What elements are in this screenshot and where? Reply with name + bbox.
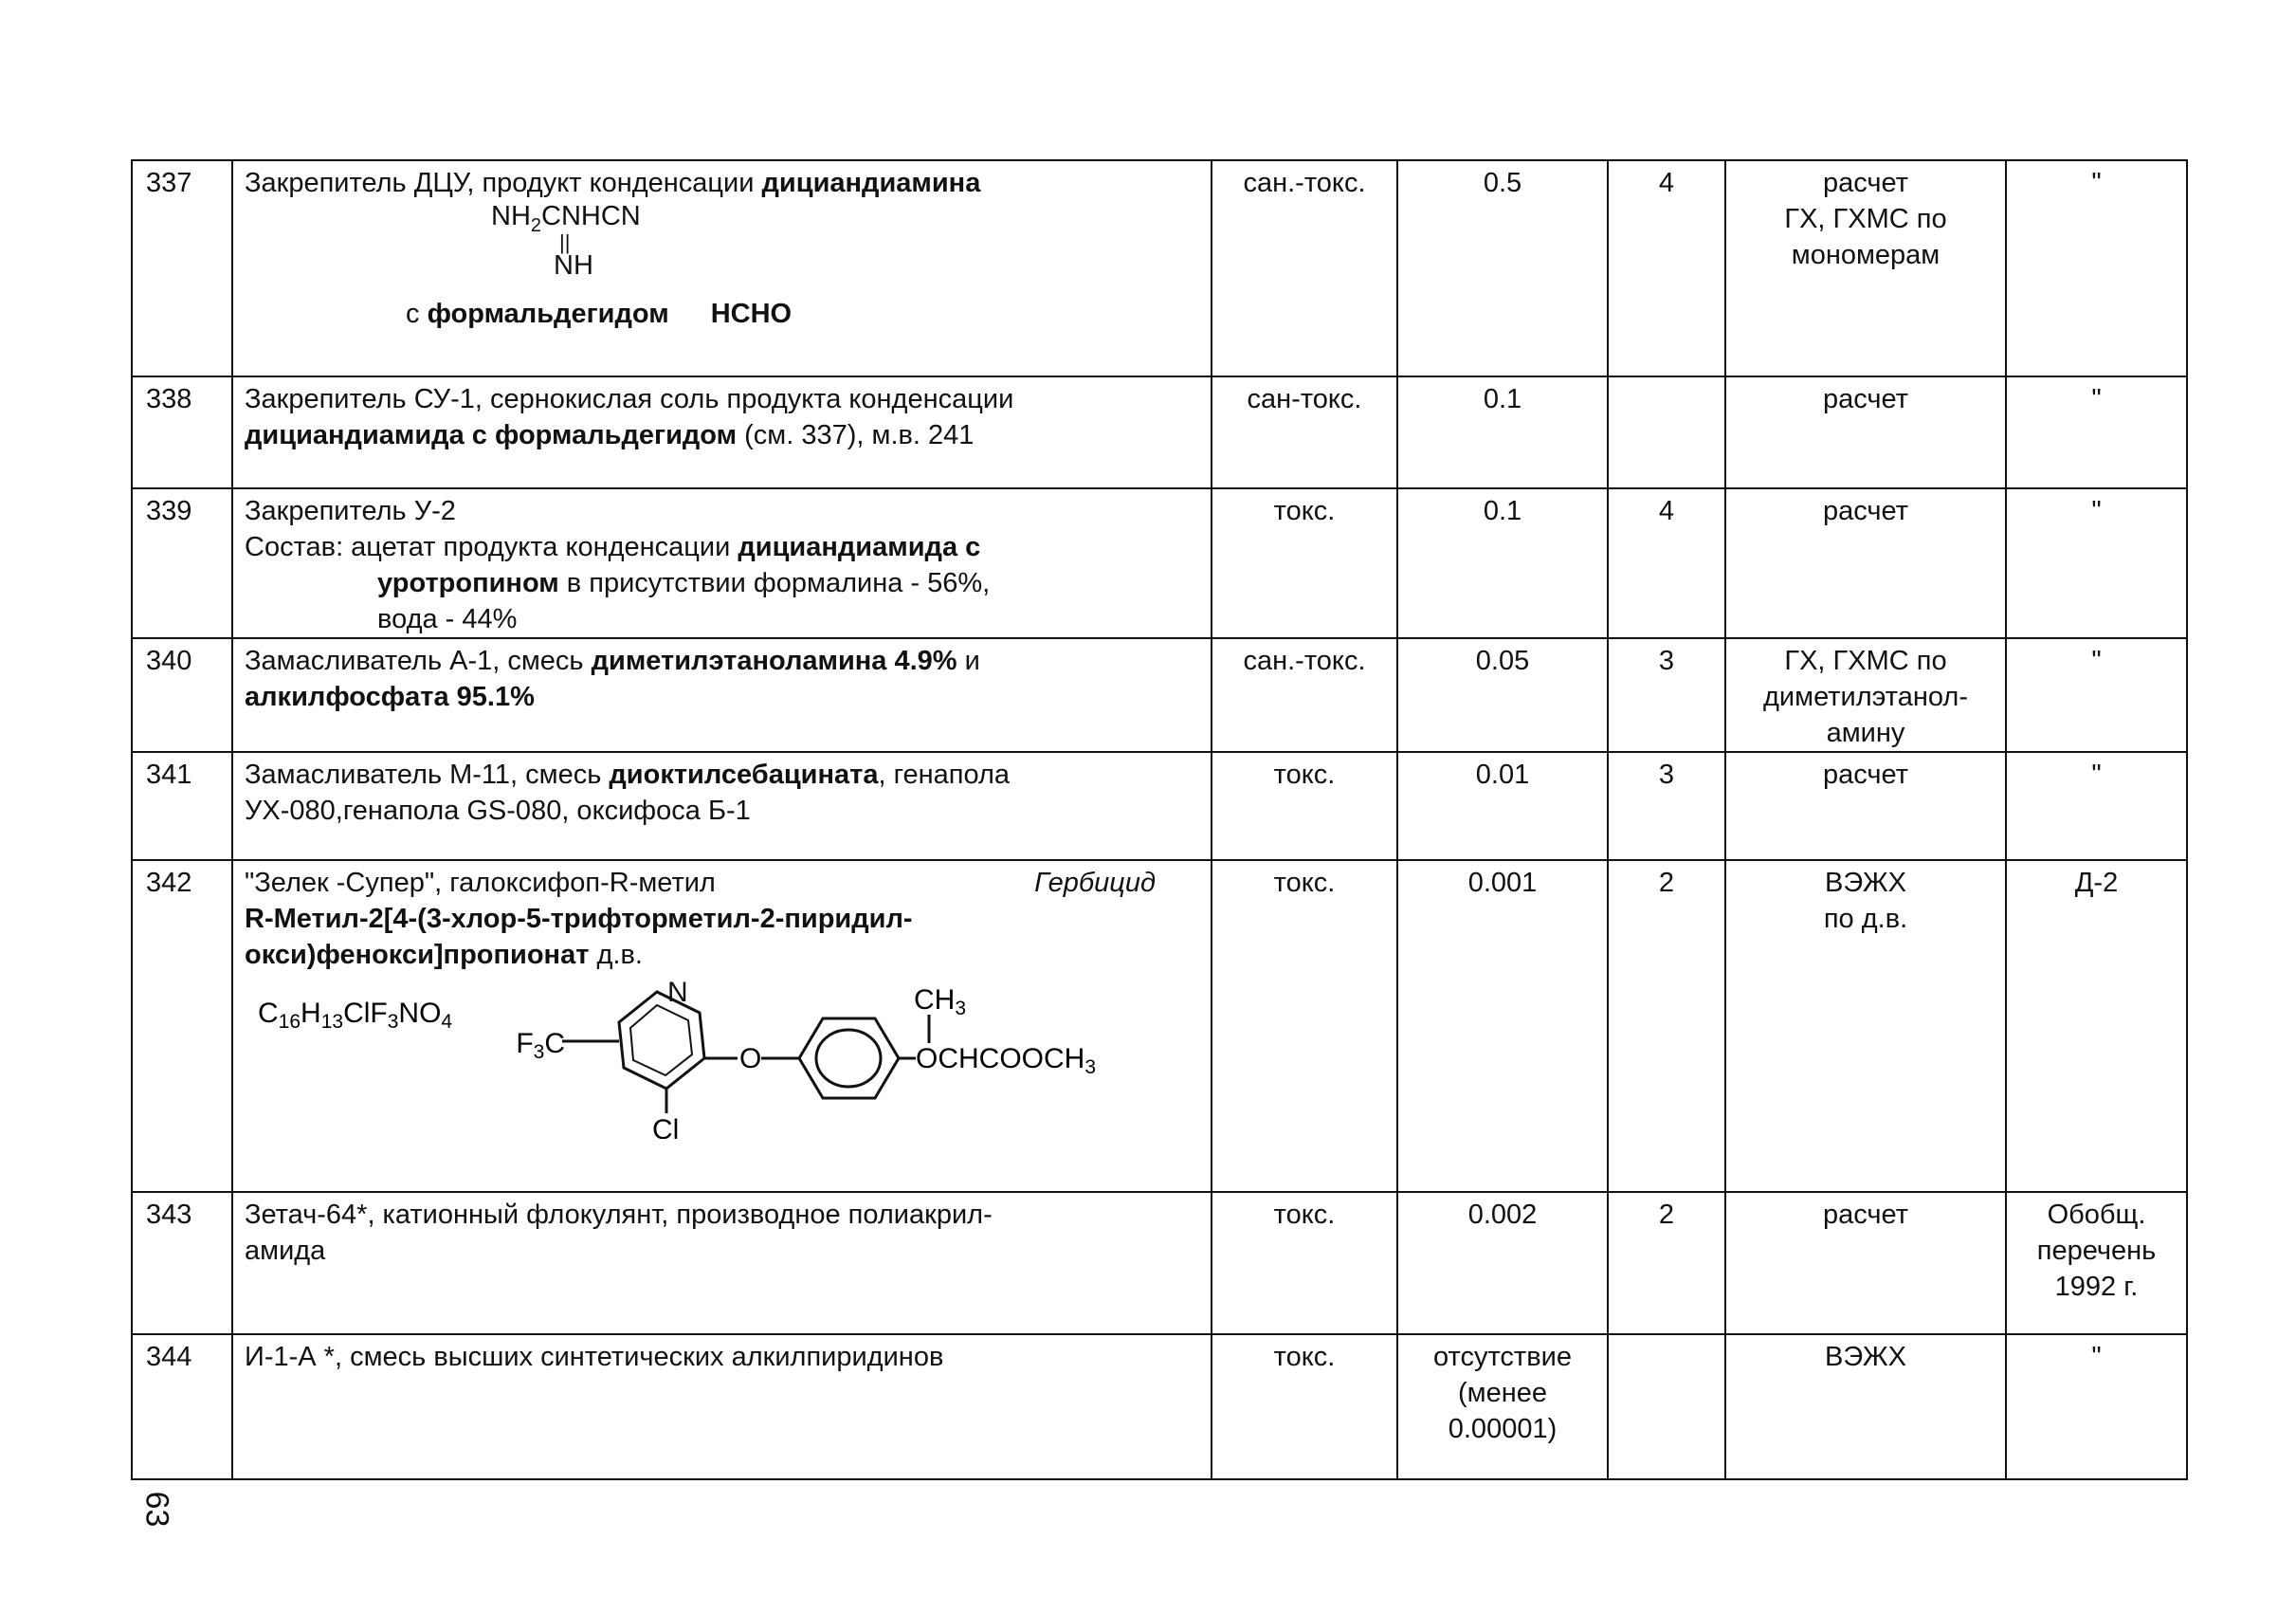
- table-row: [132, 376, 2187, 488]
- substance-description: Закрепитель У-2 Состав: ацетат продукта конденсации дициандиамида с уротропином в присутствии формалина - 56%, вода - 44%: [232, 488, 1212, 638]
- hazard-class: 4: [1608, 488, 1725, 638]
- substances-table: [131, 159, 2188, 1480]
- table-row: [132, 1334, 2187, 1479]
- source-ditto: ": [2006, 752, 2187, 860]
- molecular-formula: $C_{16}H_{13}ClF_3NO_4$: [258, 998, 453, 1033]
- source-reference: Д-2: [2006, 860, 2187, 1192]
- structural-formula: [245, 973, 1199, 1139]
- pyridine-ring: [562, 992, 738, 1113]
- hazard-type: токс.: [1212, 860, 1397, 1192]
- hazard-class: [1608, 1334, 1725, 1479]
- hazard-type: токс.: [1212, 488, 1397, 638]
- concentration-value: 0.1: [1397, 488, 1608, 638]
- substance-description: Закрепитель ДЦУ, продукт конденсации дициандиамина $NH_2CNHCN$ || NH с формальдегидом HCHO: [232, 160, 1212, 376]
- source-ditto: ": [2006, 638, 2187, 752]
- analysis-method: расчет: [1725, 488, 2006, 638]
- hazard-class: 3: [1608, 638, 1725, 752]
- substance-description: И-1-А *, смесь высших синтетических алкилпиридинов: [232, 1334, 1212, 1479]
- concentration-value: 0.5: [1397, 160, 1608, 376]
- concentration-value: 0.1: [1397, 376, 1608, 488]
- concentration-value: 0.01: [1397, 752, 1608, 860]
- table-row: [132, 160, 2187, 376]
- source-ditto: ": [2006, 376, 2187, 488]
- analysis-method: расчет ГХ, ГХМС по мономерам: [1725, 160, 2006, 376]
- table-row: [132, 860, 2187, 1192]
- source-ditto: ": [2006, 160, 2187, 376]
- table-row: [132, 638, 2187, 752]
- analysis-method: ГХ, ГХМС по диметилэтанол- амину: [1725, 638, 2006, 752]
- chlorine-atom: Cl: [652, 1114, 680, 1139]
- f3c-group: $F_3C$: [516, 1028, 565, 1063]
- substance-description: Замасливатель А-1, смесь диметилэтаноламина 4.9% и алкилфосфата 95.1%: [232, 638, 1212, 752]
- source-ditto: ": [2006, 488, 2187, 638]
- hazard-class: [1608, 376, 1725, 488]
- page-number: 63: [138, 1491, 175, 1528]
- concentration-value: 0.001: [1397, 860, 1608, 1192]
- row-number: 339: [132, 488, 232, 638]
- row-number: 343: [132, 1192, 232, 1334]
- analysis-method: расчет: [1725, 752, 2006, 860]
- chemical-formula: $NH_2CNHCN$ || NH: [491, 201, 641, 281]
- ether-oxygen: O: [739, 1043, 762, 1074]
- benzene-ring: [761, 1015, 929, 1098]
- substance-description: Закрепитель СУ-1, сернокислая соль продукта конденсации дициандиамида с формальдегидом (см. 337), м.в. 241: [232, 376, 1212, 488]
- table-row: [132, 752, 2187, 860]
- concentration-value: 0.002: [1397, 1192, 1608, 1334]
- source-ditto: ": [2006, 1334, 2187, 1479]
- substance-description: Замасливатель М-11, смесь диоктилсебацината, генапола УХ-080,генапола GS-080, оксифоса Б-1: [232, 752, 1212, 860]
- hazard-class: 2: [1608, 1192, 1725, 1334]
- analysis-method: ВЭЖХ по д.в.: [1725, 860, 2006, 1192]
- concentration-value: 0.05: [1397, 638, 1608, 752]
- row-number: 337: [132, 160, 232, 376]
- source-reference: Обобщ. перечень 1992 г.: [2006, 1192, 2187, 1334]
- hazard-class: 2: [1608, 860, 1725, 1192]
- analysis-method: расчет: [1725, 376, 2006, 488]
- substance-description: "Зелек -Супер", галоксифоп-R-метил Гербицид R-Метил-2[4-(3-хлор-5-трифторметил-2-пиридил- окси)фенокси]пропионат д.в. $C_{16}H_{13}ClF_3NO_4$ $F_3C$ N O $CH_3$ $OCHCOOCH_3$ Cl: [232, 860, 1212, 1192]
- concentration-value: отсутствие (менее 0.00001): [1397, 1334, 1608, 1479]
- hazard-class: 3: [1608, 752, 1725, 860]
- hazard-type: токс.: [1212, 1192, 1397, 1334]
- row-number: 344: [132, 1334, 232, 1479]
- row-number: 338: [132, 376, 232, 488]
- hazard-type: токс.: [1212, 752, 1397, 860]
- row-number: 342: [132, 860, 232, 1192]
- hazard-type: сан.-токс.: [1212, 638, 1397, 752]
- hazard-class: 4: [1608, 160, 1725, 376]
- row-number: 341: [132, 752, 232, 860]
- hazard-type: сан.-токс.: [1212, 160, 1397, 376]
- hazard-type: сан-токс.: [1212, 376, 1397, 488]
- molecule-drawing: [245, 973, 1193, 1139]
- table-row: [132, 488, 2187, 638]
- methyl-group: $CH_3$: [914, 984, 967, 1019]
- row-number: 340: [132, 638, 232, 752]
- analysis-method: расчет: [1725, 1192, 2006, 1334]
- nitrogen-atom: N: [667, 977, 688, 1008]
- table-row: [132, 1192, 2187, 1334]
- hazard-type: токс.: [1212, 1334, 1397, 1479]
- analysis-method: ВЭЖХ: [1725, 1334, 2006, 1479]
- ester-tail: $OCHCOOCH_3$: [916, 1043, 1097, 1078]
- substance-description: Зетач-64*, катионный флокулянт, производное полиакрил- амида: [232, 1192, 1212, 1334]
